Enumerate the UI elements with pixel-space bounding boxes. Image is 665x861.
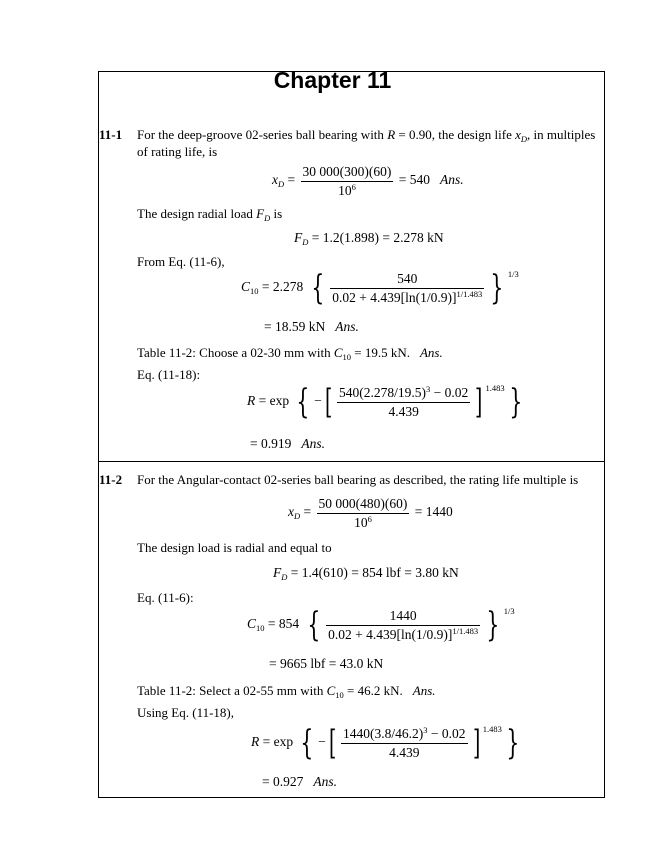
r-result-11-2: = 0.927 Ans. [262, 774, 337, 789]
table-selection-11-2: Table 11-2: Select a 02-55 mm with $C_{10} = 46.2$ kN. Ans. [137, 683, 436, 700]
problem-divider [98, 461, 605, 462]
from-eq-text-11-2: Eq. (11-6): [137, 590, 194, 605]
equation-r-11-1: R = exp { −[ $\frac{540(2.278/19.5)^3 - 0.02}{4.439}$ ] $^{1.483}$ } [247, 382, 522, 422]
problem-11-2-intro: For the Angular-contact 02-series ball bearing as described, the rating life multiple is [137, 472, 579, 487]
design-load-text-11-2: The design load is radial and equal to [137, 540, 332, 555]
problem-number-11-2: 11-2 [99, 472, 123, 487]
problem-11-1-intro-line1: For the deep-groove 02-series ball bearing with R = 0.90, the design life $x_D$, in multiples [137, 127, 596, 144]
eq-label-11-2: Using Eq. (11-18), [137, 705, 235, 720]
equation-r-11-2: R = exp { −[ $\frac{1440(3.8/46.2)^3 - 0.02}{4.439}$ ] $^{1.483}$ } [251, 723, 520, 763]
from-eq-text-11-1: From Eq. (11-6), [137, 254, 225, 269]
equation-fd-11-2: $F_D = 1.4(610) = 854$ lbf = 3.80 kN [273, 565, 459, 582]
table-selection-11-1: Table 11-2: Choose a 02-30 mm with $C_{10} = 19.5$ kN. Ans. [137, 345, 443, 362]
problem-number-11-1: 11-1 [99, 127, 123, 142]
chapter-title: Chapter 11 [273, 67, 392, 93]
c10-result-11-1: = 18.59 kN Ans. [264, 319, 359, 334]
r-result-11-1: = 0.919 Ans. [250, 436, 325, 451]
equation-c10-11-1: $C_{10} = 2.278$ { $\frac{540}{0.02 + 4.439[\ln(1/0.9)]^{1/1.483}}$ } $^{1/3}$ [241, 268, 519, 308]
equation-xd-11-2: $x_D$ = $\frac{50 000(480)(60)}{10^6}$ = 1440 [288, 496, 453, 530]
c10-result-11-2: = 9665 lbf = 43.0 kN [269, 656, 384, 671]
problem-11-1-intro-line2: of rating life, is [137, 144, 218, 159]
equation-fd-11-1: $F_D = 1.2(1.898) = 2.278$ kN [294, 230, 444, 247]
eq-label-11-1: Eq. (11-18): [137, 367, 201, 382]
equation-xd-11-1: $x_D$ = $\frac{30 000(300)(60)}{10^6}$ = 540 Ans. [272, 164, 464, 198]
design-load-text-11-1: The design radial load $F_D$ is [137, 206, 283, 223]
equation-c10-11-2: $C_{10} = 854$ { $\frac{1440}{0.02 + 4.439[\ln(1/0.9)]^{1/1.483}}$ } $^{1/3}$ [247, 605, 515, 645]
